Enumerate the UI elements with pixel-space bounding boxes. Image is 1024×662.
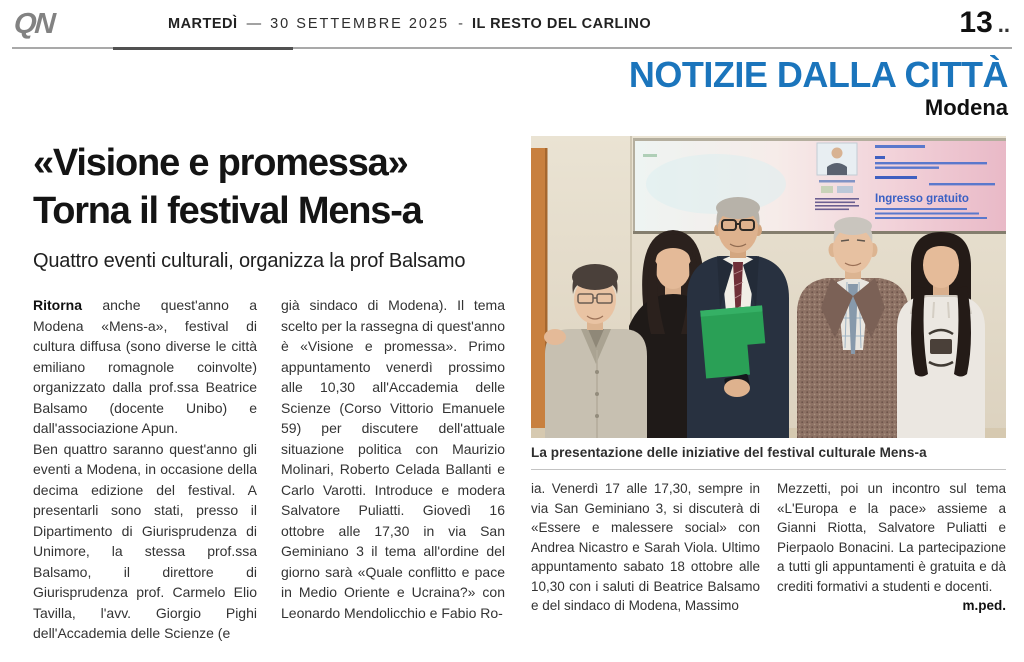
person-2-hand xyxy=(544,329,566,345)
dateline-day: MARTEDÌ xyxy=(168,16,238,32)
article-body-right xyxy=(531,479,1006,616)
page-number-dots: .. xyxy=(997,12,1010,37)
headline-line-1: «Visione e promessa» xyxy=(33,142,408,184)
article-body-left xyxy=(33,295,505,644)
section-location: Modena xyxy=(924,95,1008,120)
column-2-paragraph: già sindaco di Modena). Il tema scelto per la rassegna di quest'anno è «Visione e promessa». Primo appuntamento venerdì prossimo alle 10,30 all'Accademia delle Scienze (Corso Vittorio Emanuele 59) per discutere dell'attuale situazione politica con Maurizio Molinari, Roberto Celada Ballanti e Carlo Varotti. Introduce e modera Salvatore Puliatti. Giovedì 16 ottobre alle 17,30 in via San Geminiano 3 il tema all'ordine del giorno sarà «Quale conflitto e pace in Medio Oriente e Ucraina?» con Leonardo Mendolicchio e Fabio Ro- xyxy=(281,297,505,621)
column-1-paragraph-1-text: anche quest'anno a Modena «Mens-a», festival di cultura diffusa (sono diverse le città emiliano romagnole coinvolte) organizzato dalla prof.ssa Beatrice Balsamo (docente Unibo) e dall'associazione Apun. xyxy=(33,297,257,436)
body-column-2 xyxy=(281,295,505,644)
body-column-3 xyxy=(531,479,760,616)
column-1-paragraph-2: Ben quattro saranno quest'anno gli eventi a Modena, in occasione della decima edizione del festival. A presentarli sono stati, presso il Dipartimento di Giurisprudenza di Unimore, la stessa prof.ssa Balsamo, il direttore di Giurisprudenza prof. Carmelo Elio Tavilla, l'avv. Giorgio Pighi dell'Accademia delle Scienze (e xyxy=(33,440,257,641)
column-3-paragraph: ia. Venerdì 17 alle 17,30, sempre in via San Geminiano 3, si discuterà di «Essere e malessere social» con Andrea Nicastro e Sarah Viola. Ultimo appuntamento sabato 18 ottobre alle 10,30 con i saluti di Beatrice Balsamo e del sindaco di Modena, Massimo xyxy=(531,481,760,613)
dateline-dash: - xyxy=(458,16,463,32)
lead-word: Ritorna xyxy=(33,297,82,313)
slide-headline-text: Ingresso gratuito xyxy=(875,193,969,205)
dateline-separator: — xyxy=(246,16,262,32)
column-4-paragraph xyxy=(777,479,1006,613)
dateline-date: 30 SETTEMBRE 2025 xyxy=(270,16,450,32)
section-title: NOTIZIE DALLA CITTÀ xyxy=(628,54,1008,95)
body-column-1 xyxy=(33,295,257,644)
qn-logo: QN xyxy=(12,8,55,40)
dateline xyxy=(168,16,652,32)
article-headline xyxy=(33,139,511,235)
article-subhead: Quattro eventi culturali, organizza la prof Balsamo xyxy=(33,250,466,272)
masthead-rule-dark-segment xyxy=(113,47,293,50)
page-number xyxy=(959,6,1010,40)
article-photo xyxy=(531,136,1006,438)
photo-caption: La presentazione delle iniziative del festival culturale Mens-a xyxy=(531,445,927,460)
headline-line-2: Torna il festival Mens-a xyxy=(33,190,422,232)
page-number-value: 13 xyxy=(959,6,993,39)
section-header xyxy=(628,54,1008,120)
orange-door-strip xyxy=(531,148,545,438)
masthead-rule xyxy=(12,47,1012,49)
byline: m.ped. xyxy=(962,598,1006,613)
person-3-hand xyxy=(724,379,750,397)
column-1-paragraph-1 xyxy=(33,295,257,439)
body-column-4 xyxy=(777,479,1006,616)
dateline-newspaper: IL RESTO DEL CARLINO xyxy=(471,16,652,32)
slide-portrait xyxy=(817,143,857,175)
photo-block xyxy=(531,136,1006,470)
caption-rule xyxy=(531,469,1006,470)
projection-screen xyxy=(633,138,1006,234)
column-4-text: Mezzetti, poi un incontro sul tema «L'Europa e la pace» assieme a Gianni Riotta, Salvatore Puliatti e Pierpaolo Bonacini. La partecipazione a tutti gli appuntamenti è gratuita e dà crediti formativi a studenti e docenti. xyxy=(777,481,1006,594)
